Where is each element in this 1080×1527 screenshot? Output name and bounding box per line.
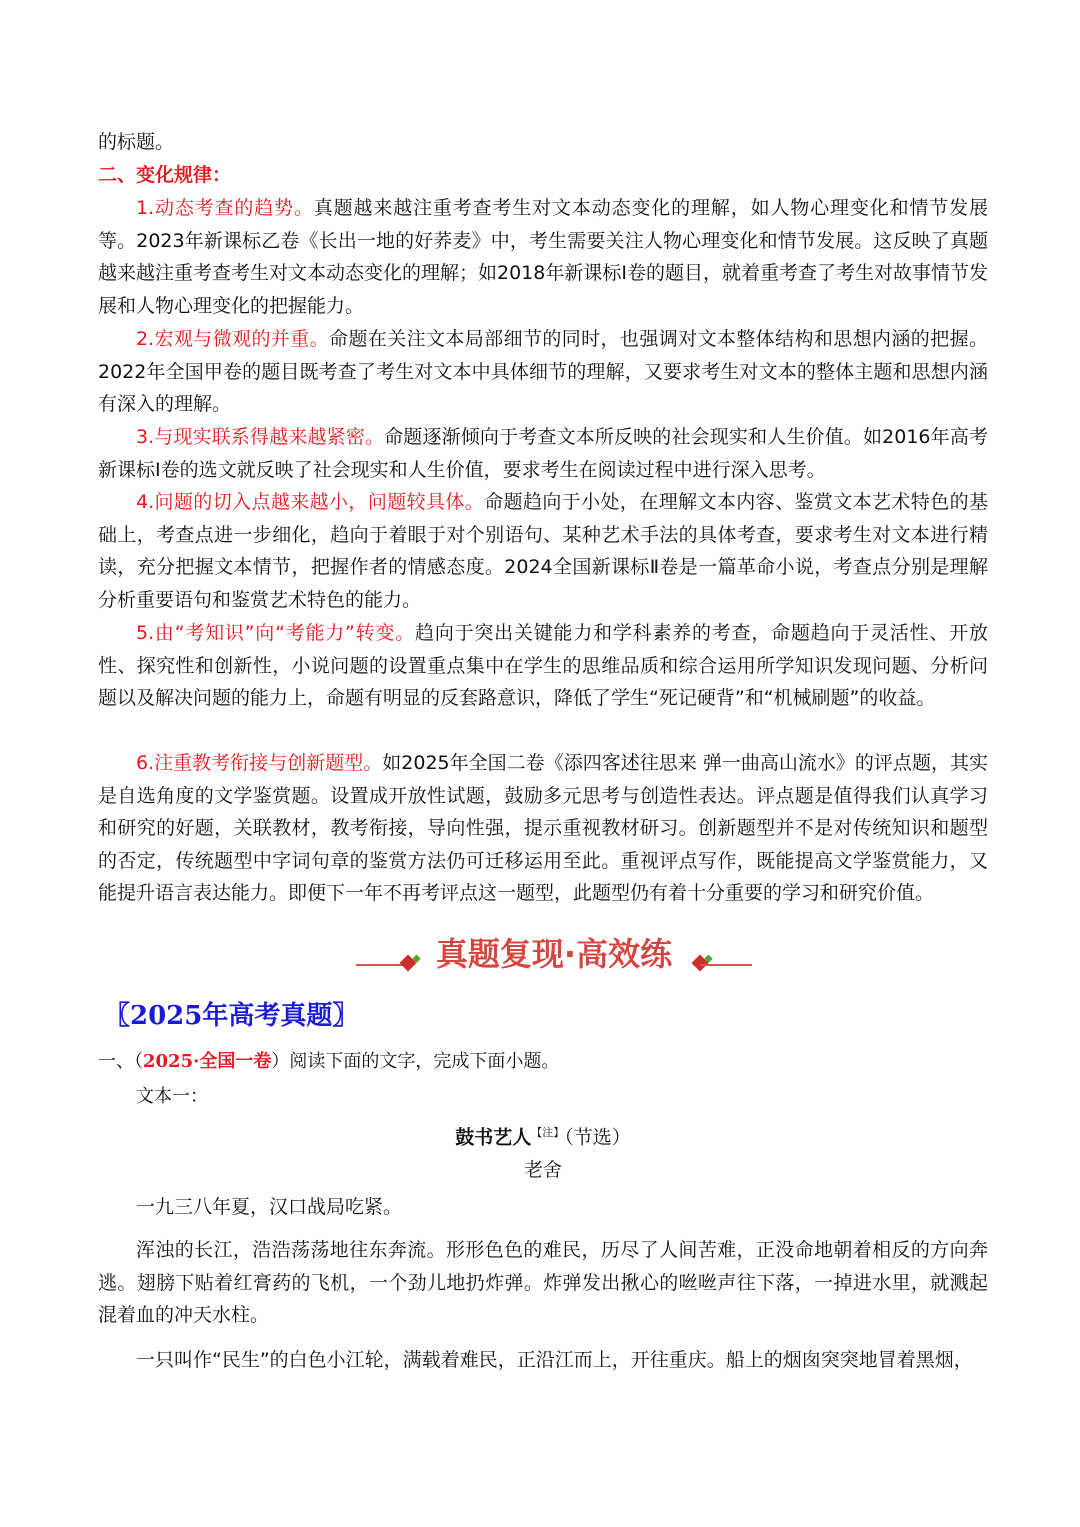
question-prefix: 一、（: [98, 1051, 143, 1072]
item-6-body: 如2025年全国二卷《添四客述往思来 弹一曲高山流水》的评点题，其实是自选角度的文学鉴赏题。设置成开放性试题，鼓励多元思考与创造性表达。评点题是值得我们认真学习和研究的好题，关联教材，教考衔接，导向性强，提示重视教材研习。创新题型并不是对传统知识和题型的否定，传统题型中字词句章的鉴赏方法仍可迁移运用至此。重视评点写作，既能提高文学鉴赏能力，又能提升语言表达能力。即便下一年不再考评点这一题型，此题型仍有着十分重要的学习和研究价值。: [98, 752, 988, 905]
item-4-lead: 4.问题的切入点越来越小，问题较具体。: [136, 491, 485, 513]
item-1-body: 真题越来越注重考查考生对文本动态变化的理解，如人物心理变化和情节发展等。2023年新课标乙卷《长出一地的好荞麦》中，考生需要关注人物心理变化和情节发展。这反映了真题越来越注重考查考生对文本动态变化的理解；如2018年新课标Ⅰ卷的题目，就着重考查了考生对故事情节发展和人物心理变化的把握能力。: [98, 197, 988, 317]
story-paragraph-3: 一只叫作“民生”的白色小江轮，满载着难民，正沿江而上，开往重庆。船上的烟囱突突地冒着黑烟，: [136, 1349, 973, 1371]
banner-title: 真题复现·高效练: [435, 935, 673, 973]
item-6-lead: 6.注重教考衔接与创新题型。: [136, 752, 383, 774]
item-2-body: 命题在关注文本局部细节的同时，也强调对文本整体结构和思想内涵的把握。2022年全国甲卷的题目既考查了考生对文本中具体细节的理解，又要求考生对文本的整体主题和思想内涵有深入的理解。: [98, 328, 988, 416]
section-banner: [356, 928, 752, 980]
section-two-title: 二、变化规律：: [98, 164, 232, 186]
item-5-body: 趋向于突出关键能力和学科素养的考查，命题趋向于灵活性、开放性、探究性和创新性，小说问题的设置重点集中在学生的思维品质和综合运用所学知识发现问题、分析问题以及解决问题的能力上，命题有明显的反套路意识，降低了学生“死记硬背”和“机械刷题”的收益。: [98, 622, 988, 710]
banner-ornament-left-icon: [400, 955, 417, 972]
item-4-body: 命题趋向于小处，在理解文本内容、鉴赏文本艺术特色的基础上，考查点进一步细化，趋向于着眼于对个别语句、某种艺术手法的具体考查，要求考生对文本进行精读，充分把握文本情节，把握作者的情感态度。2024全国新课标Ⅱ卷是一篇革命小说，考查点分别是理解分析重要语句和鉴赏艺术特色的能力。: [98, 491, 988, 611]
top-fragment: 的标题。: [98, 131, 175, 153]
item-1: [98, 192, 988, 322]
story-note-marker: 【注】: [531, 1126, 565, 1139]
item-3-body: 命题逐渐倾向于考查文本所反映的社会现实和人生价值。如2016年高考新课标Ⅰ卷的选文就反映了社会现实和人生价值，要求考生在阅读过程中进行深入思考。: [98, 426, 988, 481]
banner-line-right: [700, 964, 752, 966]
text-label: 文本一：: [136, 1086, 208, 1107]
item-5: [98, 617, 988, 715]
item-2-lead: 2.宏观与微观的并重。: [136, 328, 330, 350]
story-title-line: [98, 1117, 988, 1154]
question-suffix: ）阅读下面的文字，完成下面小题。: [271, 1051, 560, 1072]
item-6: [98, 747, 988, 910]
item-3-lead: 3.与现实联系得越来越紧密。: [136, 426, 385, 448]
item-4: [98, 486, 988, 616]
story-paragraph-2: 浑浊的长江，浩浩荡荡地往东奔流。形形色色的难民，历尽了人间苦难，正没命地朝着相反的方向奔逃。翅膀下贴着红膏药的飞机，一个劲儿地扔炸弹。炸弹发出揪心的咝咝声往下落，一掉进水里，就溅起混着血的冲天水柱。: [98, 1239, 988, 1327]
item-1-lead: 1.动态考查的趋势。: [136, 197, 314, 219]
story-subtitle: （节选）: [564, 1126, 631, 1149]
story-author: 老舍: [523, 1159, 562, 1181]
item-5-lead: 5.由“考知识”向“考能力”转变。: [136, 622, 416, 644]
question-source: 2025·全国一卷: [143, 1051, 272, 1072]
question-intro: [98, 1046, 988, 1079]
item-2: [98, 323, 988, 421]
exam-section-heading: 〖2025年高考真题〗: [104, 1001, 359, 1031]
banner-ornament-right-icon: [692, 955, 709, 972]
story-title: 鼓书艺人: [455, 1126, 532, 1149]
item-3: [98, 421, 988, 486]
story-paragraph-1: 一九三八年夏，汉口战局吃紧。: [136, 1196, 403, 1218]
